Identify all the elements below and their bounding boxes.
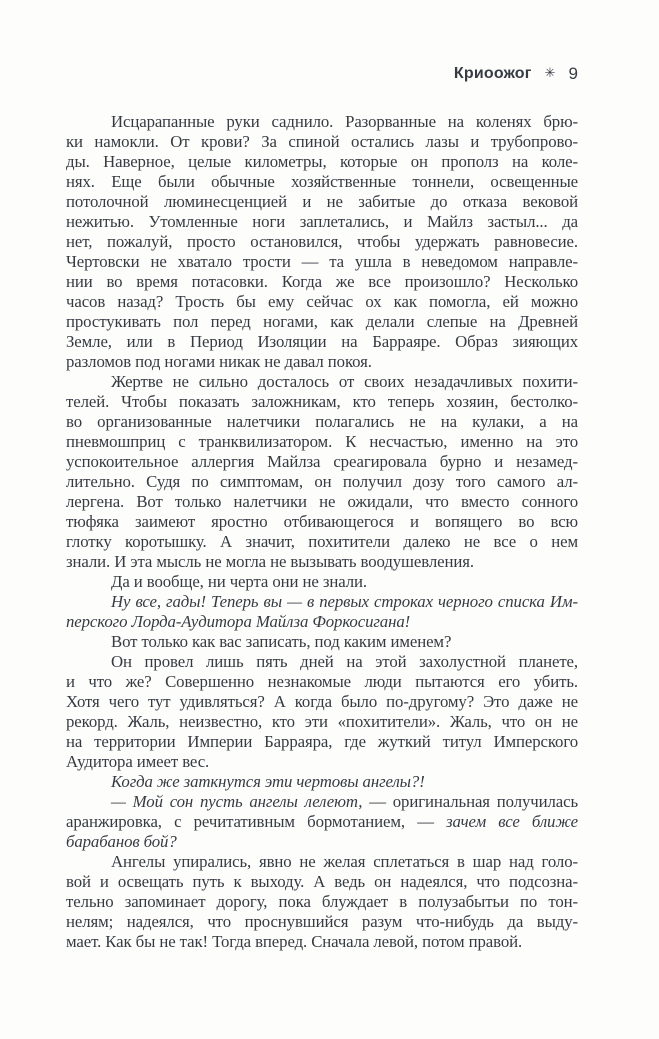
text-segment: Аудитора имеет вес.: [66, 752, 210, 771]
text-line: [66, 272, 578, 292]
text-line: [66, 432, 578, 452]
text-line: [66, 152, 578, 172]
asterisk-separator-icon: ✳: [544, 65, 556, 81]
italic-text-segment: Когда же заткнутся эти чертовы ангелы?!: [111, 772, 425, 791]
text-line: [66, 932, 578, 952]
text-segment: Хотя чего тут удивляться? А когда было по-другому? Это даже не: [66, 692, 578, 711]
text-line: [66, 632, 578, 652]
italic-text-segment: барабанов бой?: [66, 832, 177, 851]
text-line: [66, 552, 578, 572]
text-line: [66, 692, 578, 712]
text-segment: Да и вообще, ни черта они не знали.: [111, 572, 367, 591]
paragraph: [66, 372, 578, 572]
text-segment: Ангелы упирались, явно не желая сплетаться в шар над голо-: [111, 852, 578, 871]
text-line: [66, 452, 578, 472]
text-line: [66, 592, 578, 612]
text-segment: телей. Чтобы показать заложникам, кто теперь хозяин, бестолко-: [66, 392, 578, 411]
italic-text-segment: Ну все, гады! Теперь вы — в первых строках черного списка Им-: [111, 592, 578, 611]
text-segment: нет, пожалуй, просто остановился, чтобы удержать равновесие.: [66, 232, 578, 251]
text-line: [66, 412, 578, 432]
text-segment: рекорд. Жаль, неизвестно, кто эти «похитители». Жаль, что он не: [66, 712, 578, 731]
text-segment: вой и освещать путь к выходу. А ведь он надеялся, что подсозна-: [66, 872, 578, 891]
text-line: [66, 372, 578, 392]
text-segment: Чертовски не хватало трости — та ушла в неведомом направле-: [66, 252, 578, 271]
italic-text-segment: зачем все ближе: [446, 812, 578, 831]
text-line: [66, 732, 578, 752]
text-segment: нях. Еще были обычные хозяйственные тоннели, освещенные: [66, 172, 578, 191]
text-segment: аранжировка, с речитативным бормотанием, —: [66, 812, 447, 831]
text-line: [66, 832, 578, 852]
text-line: [66, 472, 578, 492]
text-line: [66, 492, 578, 512]
text-line: [66, 112, 578, 132]
text-segment: на территории Империи Барраяра, где жуткий титул Имперского: [66, 732, 578, 751]
text-line: [66, 892, 578, 912]
text-segment: Земле, или в Период Изоляции на Барраяре. Образ зияющих: [66, 332, 578, 351]
text-line: [66, 232, 578, 252]
paragraph: [66, 632, 578, 652]
text-segment: во организованные налетчики полагались не на кулаки, а на: [66, 412, 578, 431]
text-segment: Он провел лишь пять дней на этой захолустной планете,: [111, 652, 578, 671]
paragraph: [66, 772, 578, 792]
text-line: [66, 212, 578, 232]
text-line: [66, 512, 578, 532]
italic-text-segment: — Мой сон пусть ангелы лелеют,: [111, 792, 363, 811]
text-line: [66, 192, 578, 212]
text-segment: ки намокли. От крови? За спиной остались лазы и трубопрово-: [66, 132, 578, 151]
text-line: [66, 352, 578, 372]
text-line: [66, 672, 578, 692]
text-segment: нежитью. Утомленные ноги заплетались, и Майлз застыл... да: [66, 212, 578, 231]
italic-text-segment: перского Лорда-Аудитора Майлза Форкосигана!: [66, 612, 411, 631]
text-line: [66, 712, 578, 732]
text-segment: знали. И эта мысль не могла не вызывать воодушевления.: [66, 552, 474, 571]
text-line: [66, 652, 578, 672]
text-line: [66, 252, 578, 272]
text-line: [66, 772, 578, 792]
text-segment: простукивать пол перед ногами, как делали слепые на Древней: [66, 312, 578, 331]
text-segment: Жертве не сильно досталось от своих незадачливых похити-: [111, 372, 578, 391]
text-line: [66, 612, 578, 632]
page-body: [66, 112, 578, 952]
text-line: [66, 572, 578, 592]
text-line: [66, 872, 578, 892]
paragraph: [66, 852, 578, 952]
text-segment: тельно запоминает дорогу, пока блуждает в полузабытьи по тон-: [66, 892, 578, 911]
text-segment: и что же? Совершенно незнакомые люди пытаются его убить.: [66, 672, 578, 691]
text-segment: разломов под ногами никак не давал покоя.: [66, 352, 372, 371]
text-segment: — оригинальная получилась: [362, 792, 579, 811]
text-line: [66, 912, 578, 932]
text-line: [66, 172, 578, 192]
text-line: [66, 532, 578, 552]
text-segment: Исцарапанные руки саднило. Разорванные на коленях брю-: [111, 112, 578, 131]
paragraph: [66, 592, 578, 632]
text-line: [66, 392, 578, 412]
book-title: Криоожог: [453, 65, 532, 82]
page-number: 9: [568, 64, 578, 83]
text-segment: пневмошприц с транквилизатором. К несчастью, именно на это: [66, 432, 578, 451]
text-line: [66, 292, 578, 312]
text-line: [66, 852, 578, 872]
text-line: [66, 752, 578, 772]
paragraph: [66, 652, 578, 772]
text-segment: часов назад? Трость бы ему сейчас ох как помогла, ей можно: [66, 292, 578, 311]
page-header: [66, 63, 578, 85]
paragraph: [66, 112, 578, 372]
text-segment: ды. Наверное, целые километры, которые он прополз на коле-: [66, 152, 578, 171]
text-segment: нелям; надеялся, что проснувшийся разум что-нибудь да выду-: [66, 912, 578, 931]
paragraph: [66, 572, 578, 592]
text-segment: тюфяка заимеют яростно отбивающегося и вопящего во всю: [66, 512, 578, 531]
text-segment: нии во время потасовки. Когда же все произошло? Несколько: [66, 272, 578, 291]
text-line: [66, 312, 578, 332]
text-segment: глотку коротышку. А значит, похитители далеко не все о нем: [66, 532, 578, 551]
text-segment: потолочной люминесценцией и не забитые до отказа вековой: [66, 192, 578, 211]
text-segment: лергена. Вот только налетчики не ожидали, что вместо сонного: [66, 492, 578, 511]
text-line: [66, 332, 578, 352]
text-line: [66, 812, 578, 832]
text-segment: успокоительное аллергия Майлза среагировала бурно и незамед-: [66, 452, 578, 471]
paragraph: [66, 792, 578, 852]
text-line: [66, 132, 578, 152]
text-line: [66, 792, 578, 812]
text-segment: лительно. Судя по симптомам, он получил дозу того самого ал-: [66, 472, 578, 491]
text-segment: мает. Как бы не так! Тогда вперед. Сначала левой, потом правой.: [66, 932, 523, 951]
text-segment: Вот только как вас записать, под каким именем?: [111, 632, 452, 651]
